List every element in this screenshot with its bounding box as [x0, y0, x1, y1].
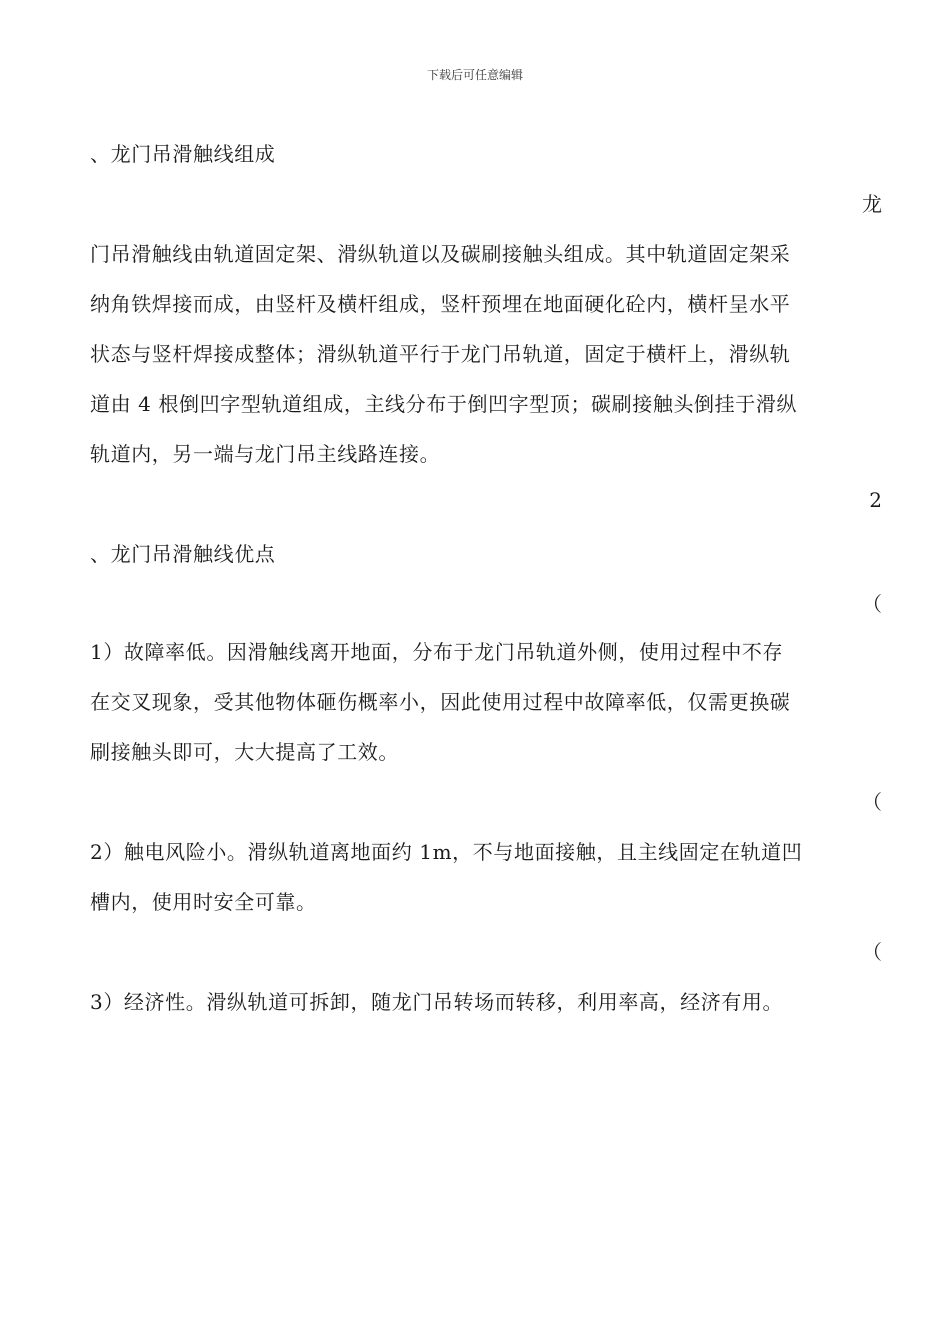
paragraph-line: 纳角铁焊接而成，由竖杆及横杆组成，竖杆预埋在地面硬化砼内，横杆呈水平 [90, 292, 791, 316]
list-item-1-line: 刷接触头即可，大大提高了工效。 [90, 740, 399, 764]
paragraph-line: 轨道内，另一端与龙门吊主线路连接。 [90, 442, 441, 466]
list-item-marker: （ [862, 790, 882, 814]
section-2-number: 2 [869, 488, 882, 512]
paragraph-line: 道由 4 根倒凹字型轨道组成，主线分布于倒凹字型顶；碳刷接触头倒挂于滑纵 [90, 392, 798, 416]
section-1-lead-char: 龙 [862, 192, 882, 216]
section-2-heading: 、龙门吊滑触线优点 [90, 542, 276, 566]
paragraph-line: 状态与竖杆焊接成整体；滑纵轨道平行于龙门吊轨道，固定于横杆上，滑纵轨 [90, 342, 791, 366]
page-header: 下载后可任意编辑 [426, 68, 523, 82]
list-item-1-line: 在交叉现象，受其他物体砸伤概率小，因此使用过程中故障率低，仅需更换碳 [90, 690, 791, 714]
list-item-1-line: 1）故障率低。因滑触线离开地面，分布于龙门吊轨道外侧，使用过程中不存 [90, 640, 784, 664]
paragraph-line: 门吊滑触线由轨道固定架、滑纵轨道以及碳刷接触头组成。其中轨道固定架采 [90, 242, 791, 266]
list-item-marker: （ [862, 940, 882, 964]
list-item-marker: （ [862, 592, 882, 616]
list-item-2-line: 槽内，使用时安全可靠。 [90, 890, 317, 914]
list-item-3-line: 3）经济性。滑纵轨道可拆卸，随龙门吊转场而转移，利用率高，经济有用。 [90, 990, 784, 1014]
list-item-2-line: 2）触电风险小。滑纵轨道离地面约 1m，不与地面接触，且主线固定在轨道凹 [90, 840, 803, 864]
section-1-heading: 、龙门吊滑触线组成 [90, 142, 276, 166]
